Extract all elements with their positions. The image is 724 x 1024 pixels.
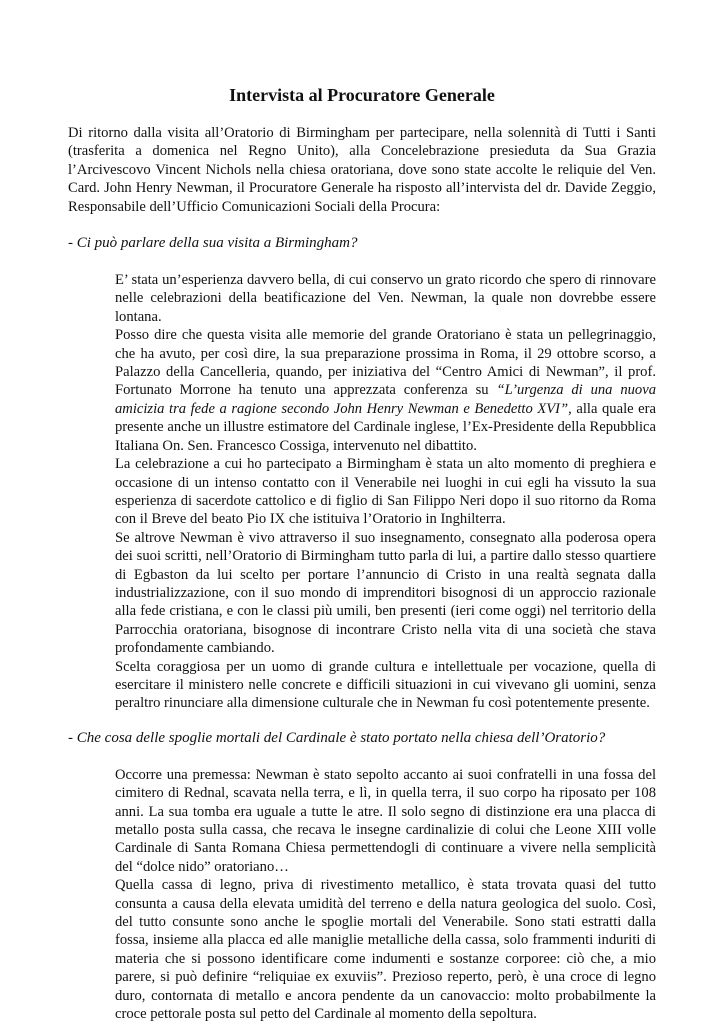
answer-paragraph: Se altrove Newman è vivo attraverso il suo insegnamento, consegnato alla poderosa opera dei suoi scritti, nell’Oratorio di Birmingham tutto parla di lui, a partire dallo stesso quartiere di Egbaston da lui scelto per portare l’annuncio di Cristo in una realtà segnata dalla industrializzazione, con il suo mondo di imprenditori bisognosi di un approccio razionale alla fede cristiana, e con le classi più umili, ben presenti (ieri come oggi) nel territorio della Parrocchia oratoriana, bisognose di incontrare Cristo nella vita di una società che stava profondamente cambiando. bbox=[115, 529, 656, 657]
question-2: - Che cosa delle spoglie mortali del Cardinale è stato portato nella chiesa dell’Oratorio? bbox=[68, 729, 606, 746]
answer-1 bbox=[115, 271, 656, 713]
document-page bbox=[68, 84, 656, 1023]
intro-paragraph: Di ritorno dalla visita all’Oratorio di Birmingham per partecipare, nella solennità di Tutti i Santi (trasferita a domenica nel Regno Unito), alla Concelebrazione presieduta da Sua Grazia l’Arcivescovo Vincent Nichols nella chiesa oratoriana, dove sono state accolte le reliquie del Ven. Card. John Henry Newman, il Procuratore Generale ha risposto all’intervista del dr. Davide Zeggio, Responsabile dell’Ufficio Comunicazioni Sociali della Procura: bbox=[68, 125, 656, 215]
interview-section-1 bbox=[68, 234, 656, 713]
answer-paragraph: Scelta coraggiosa per un uomo di grande cultura e intellettuale per vocazione, quella di esercitare il ministero nelle concrete e difficili situazioni in cui vivevano gli uomini, senza peraltro rinunciare alla dimensione culturale che in Newman fu così potentemente presente. bbox=[115, 658, 656, 712]
conference-title: “L’urgenza di una nuova amicizia tra fede a ragione secondo John Henry Newman e Benedetto XVI” bbox=[115, 382, 657, 417]
interview-section-2 bbox=[68, 729, 656, 1024]
answer-paragraph: Occorre una premessa: Newman è stato sepolto accanto ai suoi confratelli in una fossa del cimitero di Rednal, scavata nella terra, e lì, in quella terra, il suo corpo ha riposato per 108 anni. La sua tomba era uguale a tutte le atre. Il solo segno di distinzione era una placca di metallo posta sulla cassa, che recava le insegne cardinalizie di colui che Leone XIII volle Cardinale di Santa Romana Chiesa permettendogli di continuare a vivere nella semplicità del “dolce nido” oratoriano… bbox=[115, 766, 656, 875]
answer-text: , alla quale era presente anche un illustre estimatore del Cardinale inglese, l’Ex-Presidente della Repubblica Italiana On. Sen. Francesco Cossiga, intervenuto nel dibattito. bbox=[115, 400, 656, 454]
answer-paragraph: La celebrazione a cui ho partecipato a Birmingham è stata un alto momento di preghiera e occasione di un intenso contatto con il Venerabile nei luoghi in cui egli ha vissuto la sua esperienza di sacerdote cattolico e di figlio di San Filippo Neri dopo il suo ritorno da Roma con il Breve del beato Pio IX che istituiva l’Oratorio in Inghilterra. bbox=[115, 456, 656, 528]
answer-paragraph bbox=[115, 326, 656, 455]
answer-paragraph: Quella cassa di legno, priva di rivestimento metallico, è stata trovata quasi del tutto consunta a causa della elevata umidità del terreno e della natura geologica del suolo. Così, del tutto consunte sono anche le spoglie mortali del Venerabile. Sono stati estratti dalla fossa, insieme alla placca ed alle maniglie metalliche della cassa, solo frammenti induriti di materia che si possono identificare come indumenti e sostanze corporee: ciò che, a mio parere, si può definire “reliquiae ex exuviis”. Prezioso reperto, però, è una croce di legno duro, contornata di metallo e ancora pendente da un canovaccio: molto probabilmente la croce pettorale posta sul petto del Cardinale al momento della sepoltura. bbox=[115, 877, 656, 1023]
answer-2 bbox=[115, 766, 656, 1024]
document-title: Intervista al Procuratore Generale bbox=[229, 85, 495, 105]
answer-paragraph: E’ stata un’esperienza davvero bella, di cui conservo un grato ricordo che spero di rinnovare nelle celebrazioni della beatificazione del Ven. Newman, la quale non dovrebbe essere lontana. bbox=[115, 272, 656, 325]
question-1: - Ci può parlare della sua visita a Birmingham? bbox=[68, 235, 358, 252]
answer-text: Posso dire che questa visita alle memorie del grande Oratoriano è stata un pellegrinaggio, che ha avuto, per così dire, la sua preparazione prossima in Roma, il 29 ottobre scorso, a Palazzo della Cancelleria, quando, per iniziativa del “Centro Amici di Newman”, il prof. Fortunato Morrone ha tenuto una apprezzata conferenza su bbox=[115, 327, 656, 399]
